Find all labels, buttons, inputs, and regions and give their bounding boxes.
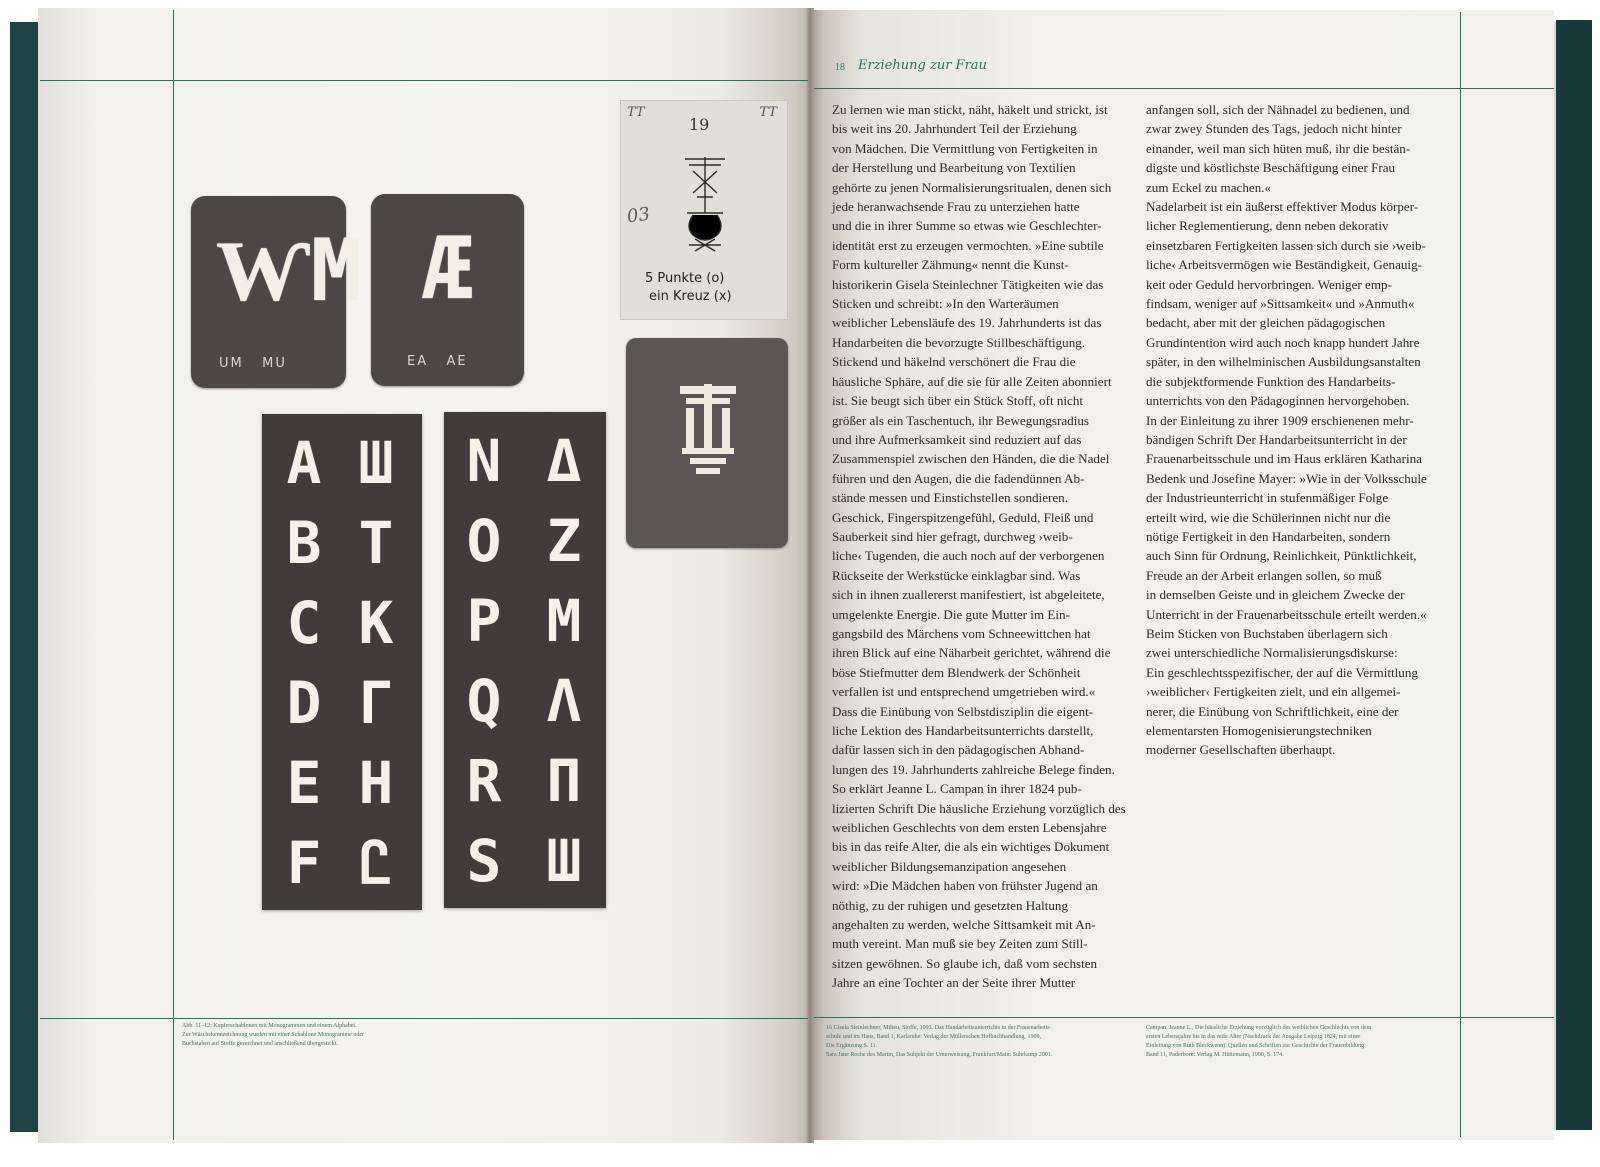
- monogram-um-glyph: ⱲM: [216, 221, 364, 321]
- book-cover-right: [1556, 20, 1592, 1130]
- body-text-line: der Industrieunterricht in stufenmäßiger Folge: [1146, 490, 1389, 506]
- footnote-line: Sara Jane Roche des Martin, Das Subjekt der Unterweisung, Frankfurt/Main: Suhrkamp 2001.: [826, 1052, 1053, 1058]
- body-text-line: Beim Sticken von Buchstaben überlagern sich: [1146, 625, 1388, 641]
- body-text-line: einander, weil man sich hüten muß, ihr die bestän-: [1146, 140, 1411, 156]
- strip-letter: H: [358, 749, 394, 817]
- body-text-line: elementarsten Homogenisierungstechniken: [1146, 723, 1372, 738]
- body-text-line: sitzen gewöhnen. So glaube ich, daß vom sechsten: [832, 955, 1098, 971]
- footnote-line: Buchstaben auf Stoffe gezeichnet und anschließend übergestickt.: [182, 1041, 338, 1047]
- body-text-line: weiblicher Lebensläufe des 19. Jahrhunderts ist das: [832, 315, 1102, 331]
- strip-letter: Ш: [358, 429, 394, 497]
- body-text-line: Jahre an eine Tochter an der Seite ihrer Mutter: [832, 975, 1076, 991]
- body-text-line: größer als ein Taschentuch, ihr Bewegungsradius: [832, 412, 1090, 428]
- body-text-line: lungen des 19. Jahrhunderts zahlreiche Belege finden.: [832, 761, 1115, 777]
- body-text-line: bis weit ins 20. Jahrhundert Teil der Erziehung: [832, 121, 1077, 137]
- body-text-line: Frauenarbeitsschule und im Haus erklären Katharina: [1146, 451, 1422, 467]
- body-text-line: lizierten Schrift Die häusliche Erziehung vorzüglich des: [832, 800, 1126, 816]
- body-text-line: bedacht, aber mit der gleichen pädagogischen: [1146, 315, 1386, 331]
- body-text-line: anfangen soll, sich der Nähnadel zu bedienen, und: [1146, 102, 1410, 117]
- body-text-line: Bedenk und Josefine Mayer: »Wie in der Volksschule: [1146, 470, 1427, 486]
- footnote-line: Campan, Jeanne L., Die häusliche Erziehung vorzüglich des weiblichen Geschlechts von dem: [1146, 1025, 1372, 1031]
- body-text-line: zum Eckel zu machen.«: [1146, 179, 1272, 195]
- pattern-corner-mark-right: TT: [759, 105, 777, 120]
- body-text-line: in demselben Geiste und in gleichem Zwecke der: [1146, 587, 1405, 603]
- body-text-line: So erklärt Jeanne L. Campan in ihrer 1824 pub-: [832, 781, 1082, 797]
- right-page-bottom-rule: [814, 1017, 1554, 1018]
- stencil-alphabet-strip-a: [262, 414, 422, 910]
- strip-letter: Z: [546, 507, 582, 575]
- strip-letter: P: [466, 587, 502, 655]
- left-page-top-rule: [40, 80, 808, 81]
- body-text-line: gehörte zu jenen Normalisierungsritualen, denen sich: [832, 179, 1112, 195]
- footnote-line: ersten Lebensjahre bis in das reife Alter (Nachdruck der Ausgabe Leipzig 1824, mit einer: [1146, 1034, 1361, 1040]
- pattern-number: 19: [689, 115, 710, 134]
- body-text-line: bändigen Schrift Der Handarbeitsunterricht in der: [1146, 431, 1407, 447]
- body-text-line: zwar zwey Stunden des Tags, jedoch nicht hinter: [1146, 121, 1402, 137]
- left-page-margin-rule: [173, 10, 174, 1140]
- body-text-line: Sauberkeit sind hier gefragt, durchweg ›weib-: [832, 528, 1073, 544]
- body-text-line: weiblicher Bildungsemanzipation angesehen: [832, 858, 1067, 874]
- body-text-line: Geschick, Fingerspitzengefühl, Geduld, Fleiß und: [832, 509, 1094, 525]
- body-text-line: böse Stiefmutter dem Blendwerk der Schönheit: [832, 664, 1081, 680]
- stencil-plate-um: [191, 196, 364, 388]
- body-text-line: von Mädchen. Die Vermittlung von Fertigkeiten in: [832, 140, 1098, 156]
- body-text-line: Form kultureller Zähmung« nennt die Kunst-: [832, 257, 1069, 273]
- body-text-line: der Herstellung und Bearbeitung von Textilien: [832, 160, 1076, 176]
- page-number: 18: [835, 62, 845, 73]
- body-text-line: nerer, die Einübung von Schriftlichkeit, eine der: [1146, 703, 1399, 719]
- right-page-top-rule: [814, 88, 1554, 89]
- strip-letter: A: [286, 429, 322, 497]
- strip-letter: F: [286, 829, 322, 897]
- body-text-line: führen und den Augen, die die fadendünnen Ab-: [832, 470, 1085, 486]
- right-page-margin-rule: [1460, 12, 1461, 1137]
- book-gutter: [806, 8, 814, 1143]
- body-text-line: liche‹ Tugenden, die auch noch auf der verborgenen: [832, 548, 1105, 564]
- body-text-line: nöthig, zu der ruhigen und gesetzten Haltung: [832, 897, 1068, 913]
- strip-letter: B: [286, 509, 322, 577]
- body-text-line: In der Einleitung zu ihrer 1909 erschienenen mehr-: [1146, 412, 1414, 428]
- stencil-plate-monogram: [626, 338, 788, 548]
- strip-letter: Г: [358, 669, 394, 737]
- footnote-line: schule und im Haus, Band 1, Karlsruhe: Verlag der Müllerschen Hofbuchhandlung, 1909,: [826, 1034, 1042, 1040]
- body-text-line: nötige Fertigkeit in den Handarbeiten, sondern: [1146, 528, 1391, 544]
- body-text-line: ist. Sie beugt sich über ein Stück Stoff, oft nicht: [832, 393, 1084, 409]
- body-text-line: und die in ihrer Summe so etwas wie Geschlechter-: [832, 218, 1102, 234]
- body-text-line: Handarbeiten die bevorzugte Stillbeschäftigung.: [832, 334, 1086, 350]
- strip-letter: П: [546, 747, 582, 815]
- body-text-line: identität erst zu erzeugen vermochten. »Eine subtile: [832, 237, 1104, 253]
- body-text-line: und ihre Aufmerksamkeit sind reduziert auf das: [832, 431, 1082, 447]
- pattern-corner-mark-left: TT: [627, 105, 645, 120]
- stencil-plate-ea: [371, 194, 524, 386]
- body-text-line: Zusammenspiel zwischen den Händen, die die Nadel: [832, 451, 1110, 467]
- pattern-caption-line2: ein Kreuz (x): [649, 289, 732, 304]
- stencil-label: UM MU: [219, 356, 287, 371]
- body-text-line: ›weiblicher‹ Fertigkeiten zielt, und ein allgemei-: [1146, 684, 1401, 700]
- body-text-line: häusliche Sphäre, auf die sie für alle Zeiten abonniert: [832, 373, 1112, 389]
- body-text-line: keit oder Geduld hervorbringen. Weniger emp-: [1146, 276, 1392, 292]
- body-text-line: später, in den wilhelminischen Ausbildungsanstalten: [1146, 354, 1421, 370]
- body-text-line: Grundintention wird auch noch knapp hundert Jahre: [1146, 334, 1420, 350]
- left-page-footnote: [182, 1022, 364, 1049]
- body-text-line: zwei unterschiedliche Normalisierungsdiskurse:: [1146, 645, 1398, 661]
- cross-stitch-motif-icon: [675, 153, 735, 253]
- strip-letter: M: [546, 587, 582, 655]
- footnote-line: Abb. 11–12: Kupferschablonen mit Monogrammen und einem Alphabet.: [182, 1023, 357, 1029]
- body-text-line: verfallen ist und entsprechend umgetrieben wird.«: [832, 684, 1096, 700]
- body-text-line: Rückseite der Werkstücke einklagbar sind. Was: [832, 567, 1081, 583]
- body-text-line: angehalten zu werden, welche Sittsamkeit mit An-: [832, 917, 1096, 933]
- body-text-line: wird: »Die Mädchen haben von frühster Jugend an: [832, 878, 1098, 894]
- body-text-line: liche‹ Arbeitsvermögen wie Beständigkeit, Genauig-: [1146, 257, 1422, 273]
- body-text-line: dafür lassen sich in den pädagogischen Abhand-: [832, 742, 1085, 758]
- running-head: Erziehung zur Frau: [858, 58, 987, 73]
- right-page-footnote-right: [1146, 1024, 1371, 1060]
- stencil-label: EA AE: [407, 354, 468, 369]
- body-text-line: erteilt wird, wie die Schülerinnen nicht nur die: [1146, 509, 1391, 525]
- strip-letter: R: [466, 747, 502, 815]
- body-text-line: einsetzbaren Fertigkeiten lassen sich durch sie ›weib-: [1146, 237, 1426, 253]
- body-text-line: Nadelarbeit ist ein äußerst effektiver Modus körper-: [1146, 199, 1419, 215]
- strip-letter: Δ: [546, 427, 582, 495]
- body-text-line: Stickend und häkelnd verschönert die Frau die: [832, 354, 1076, 370]
- strip-letter: K: [358, 589, 394, 657]
- stencil-alphabet-strip-b: [444, 412, 606, 908]
- left-page-bottom-rule: [40, 1018, 808, 1019]
- body-text-line: stände messen und Einstichstellen sondieren.: [832, 490, 1069, 506]
- body-text-line: umgelenkte Energie. Die gute Mutter im Ein-: [832, 606, 1070, 622]
- strip-letter: T: [358, 509, 394, 577]
- text-column-2: [1146, 100, 1456, 760]
- text-column-1: [832, 100, 1132, 993]
- body-text-line: Dass die Einübung von Selbstdisziplin die eigent-: [832, 703, 1094, 719]
- footnote-line: Zur Wäschekennzeichnung wurden mit einer Schablone Monogramme oder: [182, 1032, 364, 1038]
- handwritten-note: 03: [625, 203, 652, 228]
- body-text-line: digste und köstlichste Beschäftigung einer Frau: [1146, 160, 1396, 176]
- strip-letter: N: [466, 427, 502, 495]
- body-text-line: ihren Blick auf eine Näharbeit gerichtet, während die: [832, 645, 1111, 661]
- body-text-line: die subjektformende Funktion des Handarbeits-: [1146, 373, 1396, 389]
- strip-letter: Q: [466, 667, 502, 735]
- pattern-caption-line1: 5 Punkte (o): [645, 271, 725, 286]
- body-text-line: weiblichen Geschlechts von dem ersten Lebensjahre: [832, 820, 1107, 836]
- body-text-line: jede heranwachsende Frau zu unterziehen hatte: [832, 199, 1080, 215]
- body-text-line: sich in ihnen zuallererst manifestiert, ist abgeleitete,: [832, 587, 1105, 603]
- strip-letter: S: [466, 827, 502, 895]
- footnote-line: Band 11, Paderborn: Verlag M. Hüttemann, 1990, S. 174.: [1146, 1052, 1284, 1058]
- embroidered-monogram-icon: [672, 378, 744, 478]
- body-text-line: liche Lektion des Handarbeitsunterrichts darstellt,: [832, 723, 1094, 738]
- strip-letter: O: [466, 507, 502, 575]
- body-text-line: licher Reglementierung, denn neben dekorativ: [1146, 218, 1389, 234]
- footnote-line: Einleitung von Ruth Bleckwenn). Quellen und Schriften zur Geschichte der Frauenbildung: [1146, 1043, 1365, 1049]
- cross-stitch-pattern-card: [620, 100, 788, 320]
- body-text-line: findsam, weniger auf »Sittsamkeit« und »Anmuth«: [1146, 296, 1415, 312]
- body-text-line: gangsbild des Märchens vom Schneewittchen hat: [832, 625, 1091, 641]
- strip-letter: E: [286, 749, 322, 817]
- body-text-line: bis in das reife Alter, die als ein wichtiges Dokument: [832, 839, 1110, 855]
- strip-letter: Ꮭ: [359, 829, 393, 897]
- body-text-line: auch Sinn für Ordnung, Reinlichkeit, Pünktlichkeit,: [1146, 548, 1417, 564]
- strip-letter: C: [286, 589, 322, 657]
- body-text-line: Ein geschlechtsspezifischer, der auf die Vermittlung: [1146, 664, 1418, 680]
- body-text-line: Sticken und schreibt: »In den Warteräumen: [832, 296, 1059, 312]
- body-text-line: Zu lernen wie man stickt, näht, häkelt und strickt, ist: [832, 102, 1108, 117]
- body-text-line: muth vereint. Man muß sie bey Zeiten zum Still-: [832, 936, 1088, 952]
- strip-letter: D: [286, 669, 322, 737]
- strip-letter: Λ: [546, 667, 582, 735]
- strip-letter: Ш: [546, 827, 582, 895]
- body-text-line: historikerin Gisela Steinlechner Tätigkeiten wie das: [832, 276, 1104, 292]
- footnote-line: Die Ergänzung S. 11.: [826, 1043, 878, 1049]
- body-text-line: moderner Gesellschaften überhaupt.: [1146, 742, 1336, 758]
- body-text-line: Freude an der Arbeit erlangen sollen, so muß: [1146, 567, 1382, 583]
- monogram-ea-glyph: Æ: [422, 219, 475, 319]
- footnote-line: 16 Gisela Steinlechner, Milieu, Stoffe, 1993. Das Handarbeitsunterrichts in der Frauenarbeits-: [826, 1025, 1052, 1031]
- body-text-line: Unterricht in der Frauenarbeitsschule erteilt werden.«: [1146, 606, 1427, 622]
- body-text-line: unterrichts von den Pädagoginnen hervorgehoben.: [1146, 393, 1410, 409]
- right-page-footnote-left: [826, 1024, 1052, 1060]
